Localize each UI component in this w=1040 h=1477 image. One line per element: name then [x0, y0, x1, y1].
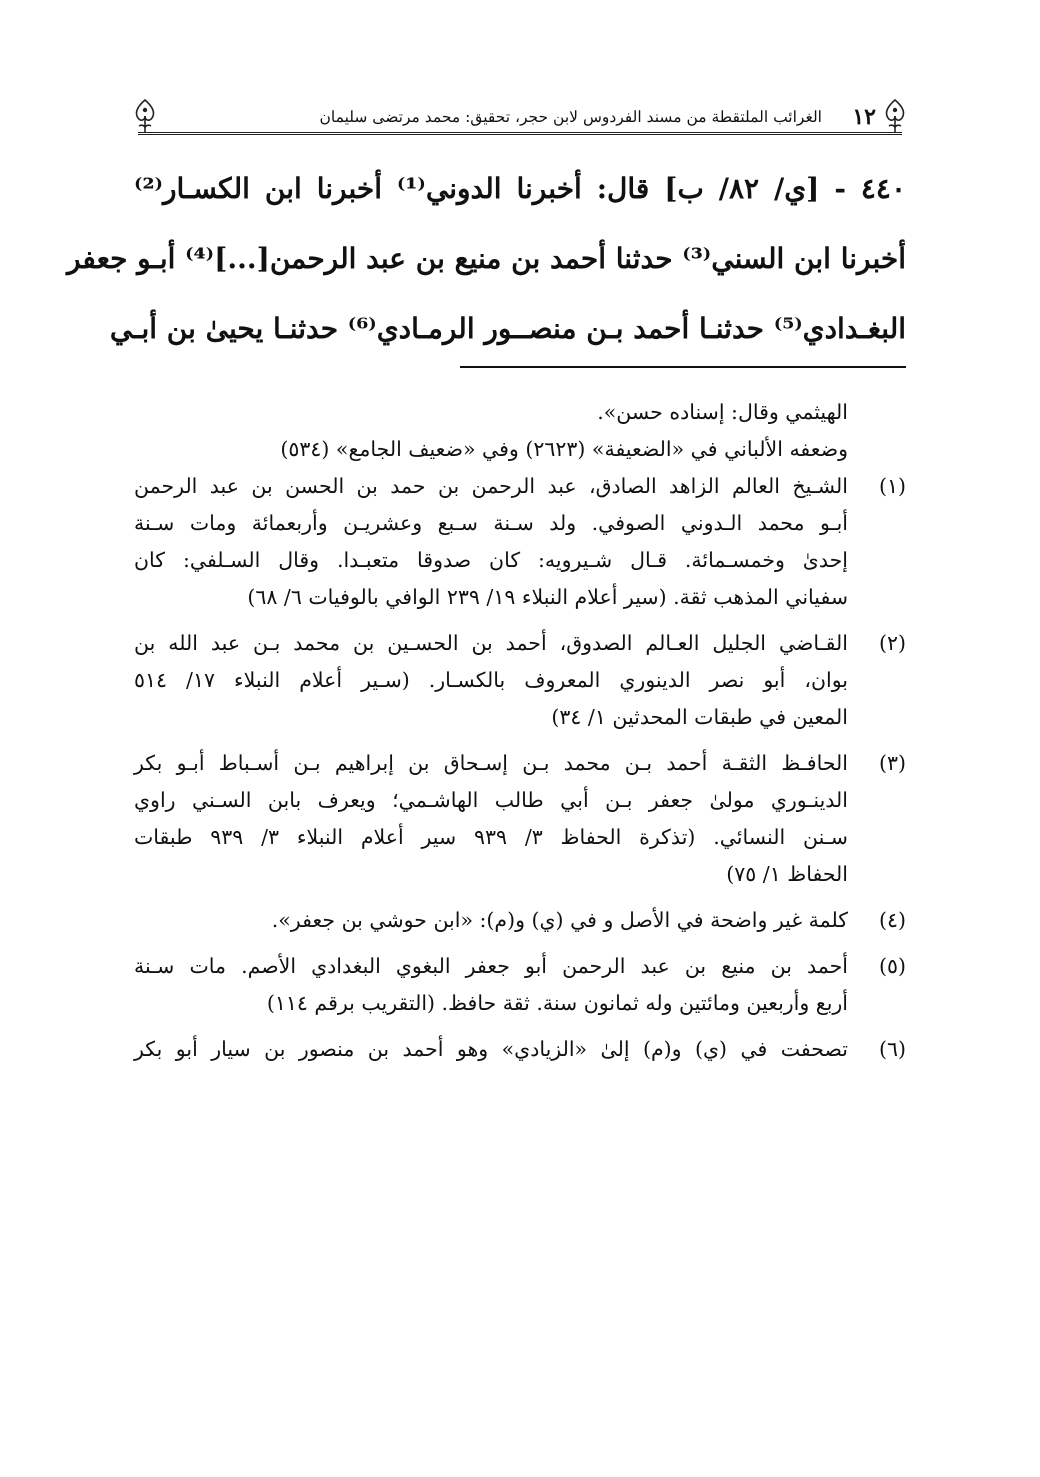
footnote-line: القـاضي الجليل العـالم الصدوق، أحمد بن الحسـين بن محمد بـن عبد الله بن: [134, 631, 848, 655]
footnote-line: أربع وأربعين ومائتين وله ثمانون سنة. ثقة حافظ. (التقريب برقم ١١٤): [266, 991, 848, 1015]
footnote-3: [134, 745, 906, 893]
floral-ornament-icon: [880, 98, 910, 134]
footnote-number: (٢): [878, 631, 906, 655]
footnote-line: سـنن النسائي. (تذكرة الحفاظ ٣/ ٩٣٩ سير أعلام النبلاء ٣/ ٩٣٩ طبقات: [134, 825, 848, 849]
footnote-6: [134, 1031, 906, 1068]
footnote-line: سفياني المذهب ثقة. (سير أعلام النبلاء ١٩/ ٢٣٩ الوافي بالوفيات ٦/ ٦٨): [247, 585, 848, 609]
footnote-line: الحافـظ الثقـة أحمد بـن محمد بـن إسـحاق بن إبراهيم بـن أسـباط أبـو بكر: [134, 751, 848, 775]
footnote-continuation: [134, 394, 848, 468]
header-rule: [138, 132, 902, 135]
footnote-5: [134, 948, 906, 1022]
footnote-number: (٤): [878, 908, 906, 932]
footnote-2: [134, 625, 906, 736]
footnote-line: المعين في طبقات المحدثين ١/ ٣٤): [551, 705, 848, 729]
footnote-line: وضعفه الألباني في «الضعيفة» (٢٦٢٣) وفي «ضعيف الجامع» (٥٣٤): [280, 437, 848, 461]
running-title: الغرائب الملتقطة من مسند الفردوس لابن حجر، تحقيق: محمد مرتضى سليمان: [319, 108, 822, 126]
footnote-number: (٥): [878, 954, 906, 978]
footnote-line: بوان، أبو نصر الدينوري المعروف بالكسـار. (سـير أعلام النبلاء ١٧/ ٥١٤: [134, 668, 848, 692]
footnote-1: [134, 468, 906, 616]
main-text-line: البغـدادي⁽⁵⁾ حدثنـا أحمد بـن منصــور الرمـادي⁽⁶⁾ حدثنـا يحيىٰ بن أبـي: [109, 312, 906, 345]
running-header: [130, 94, 910, 136]
footnote-line: كلمة غير واضحة في الأصل و في (ي) و(م): «ابن حوشي بن جعفر».: [271, 908, 848, 932]
footnote-number: (٦): [878, 1037, 906, 1061]
footnote-number: (١): [878, 474, 906, 498]
floral-ornament-icon: [130, 98, 160, 134]
main-text-line: ٤٤٠ - [ي/ ٨٢/ ب] قال: أخبرنا الدوني⁽¹⁾ أخبرنا ابن الكسـار⁽²⁾: [134, 172, 906, 205]
footnote-line: الهيثمي وقال: إسناده حسن».: [597, 400, 848, 424]
footnote-line: تصحفت في (ي) و(م) إلىٰ «الزيادي» وهو أحمد بن منصور بن سيار أبو بكر: [134, 1037, 848, 1061]
footnote-line: الدينـوري مولىٰ جعفر بـن أبي طالب الهاشـمي؛ ويعرف بابن السـني راوي: [134, 788, 848, 812]
main-text-line: أخبرنا ابن السني⁽³⁾ حدثنا أحمد بن منيع بن عبد الرحمن[...]⁽⁴⁾ أبـو جعفر: [66, 242, 906, 275]
footnote-line: الحفاظ ١/ ٧٥): [726, 862, 848, 886]
footnote-line: إحدىٰ وخمسـمائة. قـال شـيرويه: كان صدوقا متعبـدا. وقال السـلفي: كان: [134, 548, 848, 572]
footnote-line: أحمد بن منيع بن عبد الرحمن أبو جعفر البغوي البغدادي الأصم. مات سـنة: [134, 954, 848, 978]
footnote-number: (٣): [878, 751, 906, 775]
main-text: [66, 154, 906, 364]
page-number: ١٢: [852, 104, 876, 130]
footnote-separator: [460, 366, 906, 368]
footnote-4: [134, 902, 906, 939]
footnote-line: الشـيخ العالم الزاهد الصادق، عبد الرحمن بن حمد بن الحسن بن عبد الرحمن: [134, 474, 848, 498]
footnotes: [134, 394, 906, 1068]
footnote-line: أبـو محمد الـدوني الصوفي. ولد سـنة سـبع وعشريـن وأربعمائة ومات سـنة: [134, 511, 848, 535]
